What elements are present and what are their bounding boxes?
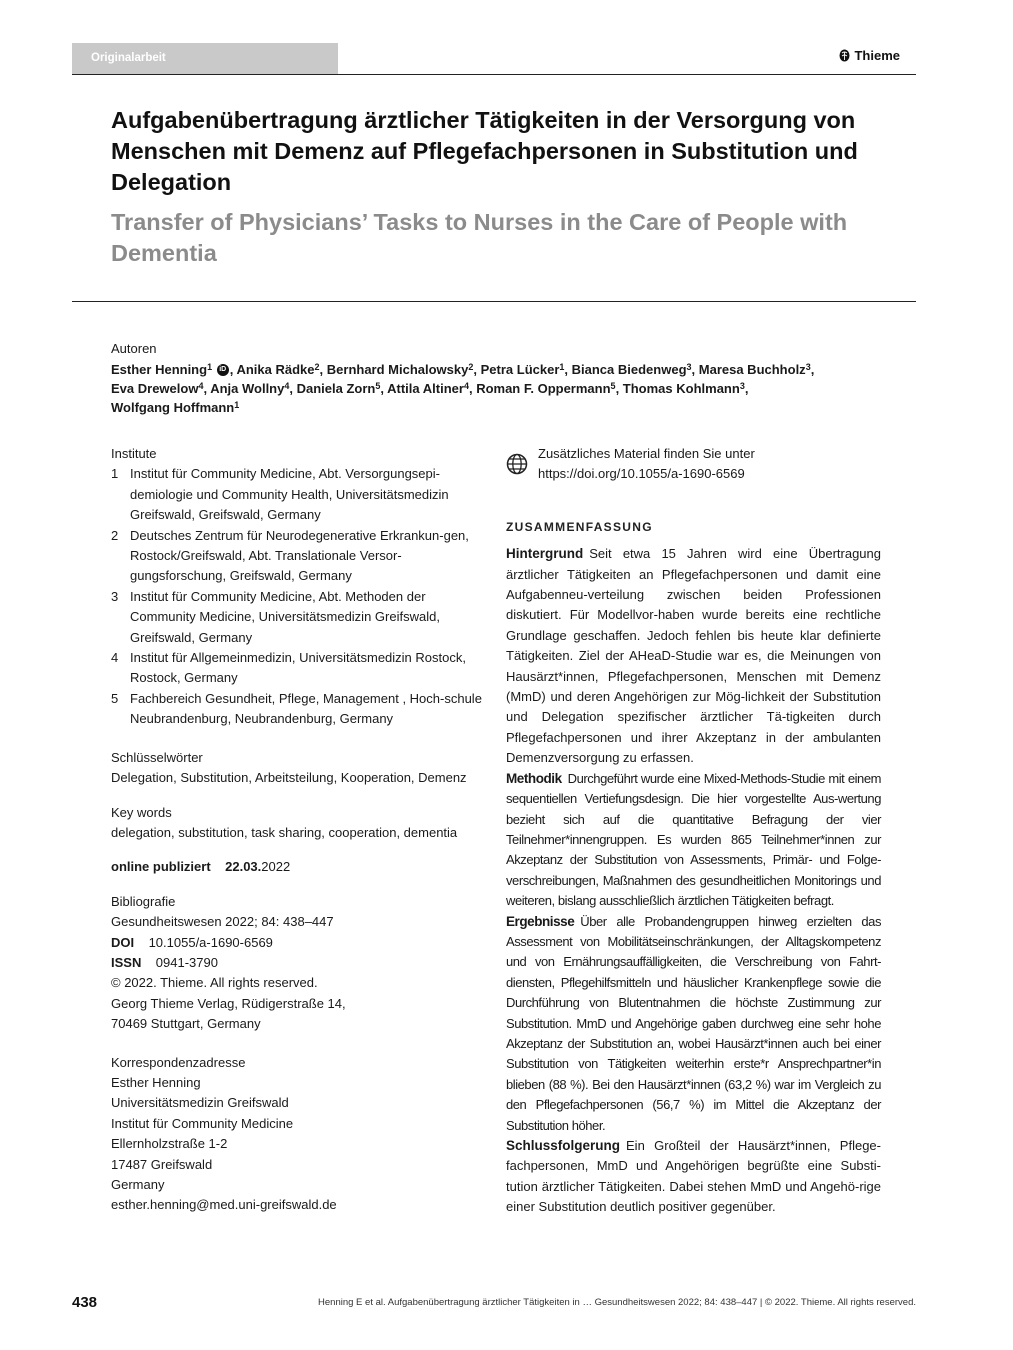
abstract-section <box>506 1136 881 1218</box>
author-affiliation: 4 <box>284 381 290 391</box>
institute-number: 4 <box>111 650 119 666</box>
thieme-logo-icon <box>839 49 850 62</box>
author-affiliation: 1 <box>559 362 565 372</box>
institute-number: 2 <box>111 527 119 543</box>
correspondence-label: Korrespondenzadresse <box>111 1054 246 1070</box>
abstract-section-text: Durchgeführt wurde eine Mixed-Methods-Studie mit einem sequentiellen Vertiefungsdesign. Die hier vorgestellte Aus-wertung bezieht sich auf die quantitative Befragung der vier Teilnehmer*innengruppen. Es wurden 865 Teilnehmer*innen zur Akzeptanz der Substitution von Assessments, Primär- und Folge-verschreibungen, Maßnahmen des gesundheitlichen Monitorings und weiteren, bislang ausschließlich ärztlichen Tätigkeiten befragt. <box>506 770 881 909</box>
globe-icon <box>506 453 528 475</box>
correspondence-line: Esther Henning <box>111 1074 201 1090</box>
author-affiliation: 5 <box>375 381 381 391</box>
author-name: Esther Henning <box>111 362 208 377</box>
correspondence-line: 17487 Greifswald <box>111 1156 213 1172</box>
abstract-section-text: Ein Großteil der Hausärzt*innen, Pflege-fachpersonen, MmD und Angehörigen begrüßte eine Substi-tution ärztlicher Tätigkeiten. Dabei stehen MmD und Angehö-rige einer Substitution deutlich positiver gegenüber. <box>506 1138 881 1215</box>
issn-label: ISSN <box>111 954 142 970</box>
institutes-label: Institute <box>111 446 157 461</box>
abstract-section-heading: Methodik <box>506 770 562 786</box>
author-name: Roman F. Oppermann <box>476 381 611 396</box>
publisher-logo <box>839 48 900 63</box>
issn-value: 0941-3790 <box>155 954 218 970</box>
title-english: Transfer of Physicians’ Tasks to Nurses in the Care of People with Dementia <box>111 209 848 266</box>
author-affiliation: 1 <box>234 400 240 410</box>
institute-number: 5 <box>111 690 119 706</box>
author-name: Anja Wollny <box>210 381 285 396</box>
abstract-section <box>506 544 881 768</box>
publisher-address-1: Georg Thieme Verlag, Rüdigerstraße 14, <box>111 995 346 1011</box>
author-name: Petra Lücker <box>480 362 560 377</box>
title-german: Aufgabenübertragung ärztlicher Tätigkeiten in der Versorgung von Menschen mit Demenz auf Pflegefachpersonen in Substitution und Delegation <box>111 107 858 195</box>
author-name: Eva Drewelow <box>111 381 199 396</box>
institute-text: Institut für Allgemeinmedizin, Universitätsmedizin Rostock, Rostock, Germany <box>130 650 466 686</box>
footer-citation: Henning E et al. Aufgabenübertragung ärztlicher Tätigkeiten in … Gesundheitswesen 2022; 84: 438–447 | © 2022. Thieme. All rights reserved. <box>318 1297 916 1308</box>
right-column <box>506 444 881 1218</box>
author-affiliation: 3 <box>686 362 692 372</box>
author-affiliation: 3 <box>739 381 745 391</box>
authors-section <box>111 339 871 417</box>
correspondence-line: Institut für Community Medicine <box>111 1115 294 1131</box>
correspondence-line: Universitätsmedizin Greifswald <box>111 1095 289 1111</box>
institute-number: 3 <box>111 588 119 604</box>
abstract-section-text: Über alle Probandengruppen hinweg erzielten das Assessment von Mobilitätseinschränkungen, der Alltagskompetenz und von Ernährungsauffälligkeiten, die Verschreibung von Fahrt-diensten, Pflegehilfsmitteln und häuslicher Krankenpflege sowie die Durchführung von Blutentnahmen die höchste Zustimmung zur Substitution. MmD und Angehörige gaben durchweg eine sehr hohe Akzeptanz der Substitution an, wobei Hausärzt*innen auch bei einer Substitution von Tätigkeiten weiterhin erste*r Ansprechpartner*in blieben (88 %). Bei den Hausärzt*innen (63,2 %) war im Vergleich zu den Pflegefachpersonen (56,7 %) im Mittel die Akzeptanz der Substitution höher. <box>506 913 881 1133</box>
institute-item <box>111 526 486 587</box>
title-divider <box>72 301 916 302</box>
keywords-de-label: Schlüsselwörter <box>111 749 203 765</box>
correspondence-line: Germany <box>111 1177 165 1192</box>
authors-list: Esther Henning$^1$ iD , Anika Rädke$^2$, Bernhard Michalowsky$^2$, Petra Lücker$^1$, Bianca Biedenweg$^3$, Maresa Buchholz$^3$, Eva Drewelow$^4$, Anja Wollny$^4$, Daniela Zorn$^5$, Attila Altiner$^4$, Roman F. Oppermann$^5$, Thomas Kohlmann$^3$, Wolfgang Hoffmann$^1$ <box>111 362 815 415</box>
correspondence-line: Ellernholzstraße 1-2 <box>111 1136 228 1152</box>
author-affiliation: 2 <box>468 362 474 372</box>
author-name: Attila Altiner <box>387 381 464 396</box>
copyright-line: © 2022. Thieme. All rights reserved. <box>111 975 318 991</box>
abstract-section-heading: Schlussfolgerung <box>506 1138 621 1153</box>
institute-text: Fachbereich Gesundheit, Pflege, Management , Hoch-schule Neubrandenburg, Neubrandenburg, Germany <box>130 690 482 727</box>
authors-label: Autoren <box>111 341 157 356</box>
institute-number: 1 <box>111 466 119 482</box>
supplementary-note <box>506 444 881 485</box>
supplementary-text[interactable]: Zusätzliches Material finden Sie unter https://doi.org/10.1055/a-1690-6569 <box>538 446 755 482</box>
author-affiliation: 2 <box>314 362 320 372</box>
bibliography-label: Bibliografie <box>111 893 176 909</box>
publisher-address-2: 70469 Stuttgart, Germany <box>111 1016 261 1032</box>
orcid-icon[interactable]: iD <box>217 364 229 376</box>
bibliography-issn-line <box>111 953 486 973</box>
abstract-section-text: Seit etwa 15 Jahren wird eine Übertragung ärztlicher Tätigkeiten an Pflegefachpersonen und damit eine Aufgabenneu-verteilung zwischen beiden Professionen diskutiert. Für Modellvor-haben wurde bereits eine rechtliche Grundlage geschaffen. Jedoch fehlen bis heute klar definierte Tätigkeiten. Ziel der AHeaD-Studie war es, die Meinungen von Hausärzt*innen, Pflegefachpersonen, Menschen mit Demenz (MmD) und deren Angehörigen zur Mög-lichkeit der Substitution und Delegation spezifischer ärztlicher Tä-tigkeiten durch Pflegefachpersonen und ihrer Akzeptanz in der ambulanten Demenzversorgung zu erfassen. <box>506 546 881 766</box>
abstract-section <box>506 769 881 912</box>
doi-label: DOI <box>111 934 135 950</box>
institute-text: Institut für Community Medicine, Abt. Versorgungsepi-demiologie und Community Health, Universitätsmedizin Greifswald, Greifswald, Germany <box>130 466 449 523</box>
keywords-en-text: delegation, substitution, task sharing, cooperation, dementia <box>111 824 458 840</box>
abstract-section <box>506 912 881 1136</box>
author-affiliation: 1 <box>207 362 213 372</box>
doi-value[interactable]: 10.1055/a-1690-6569 <box>148 934 273 950</box>
keywords-de-text: Delegation, Substitution, Arbeitsteilung, Kooperation, Demenz <box>111 770 467 786</box>
published-line <box>111 857 486 877</box>
published-label: online publiziert <box>111 859 211 875</box>
bibliography-citation: Gesundheitswesen 2022; 84: 438–447 <box>111 914 334 930</box>
page-number: 438 <box>72 1294 98 1311</box>
bibliography-doi-line <box>111 933 486 953</box>
institute-item <box>111 648 486 689</box>
author-affiliation: 5 <box>610 381 616 391</box>
author-name: Thomas Kohlmann <box>622 381 740 396</box>
published-year: 2022 <box>261 859 291 875</box>
correspondence-address <box>111 1073 486 1216</box>
abstract-heading: ZUSAMMENFASSUNG <box>506 519 653 534</box>
author-name: Wolfgang Hoffmann <box>111 400 235 415</box>
author-name: Anika Rädke <box>236 362 315 377</box>
publisher-name: Thieme <box>854 48 900 63</box>
keywords-en-label: Key words <box>111 804 172 820</box>
author-name: Maresa Buchholz <box>698 362 806 377</box>
institute-item <box>111 689 486 730</box>
institute-text: Deutsches Zentrum für Neurodegenerative Erkrankun-gen, Rostock/Greifswald, Abt. Translationale Versor-gungsforschung, Greifswald, Germany <box>130 527 469 584</box>
published-date: 22.03. <box>225 859 262 875</box>
institute-text: Institut für Community Medicine, Abt. Methoden der Community Medicine, Universitätsmedizin Greifswald, Greifswald, Germany <box>130 588 440 645</box>
author-affiliation: 3 <box>805 362 811 372</box>
header-divider <box>72 74 916 75</box>
institute-item <box>111 587 486 648</box>
author-name: Bianca Biedenweg <box>571 362 687 377</box>
abstract-body <box>506 544 881 1217</box>
article-type-tag: Originalarbeit <box>72 43 338 74</box>
author-name: Daniela Zorn <box>296 381 376 396</box>
author-name: Bernhard Michalowsky <box>326 362 469 377</box>
left-column <box>111 444 486 1216</box>
institute-item <box>111 464 486 525</box>
author-affiliation: 4 <box>198 381 204 391</box>
abstract-section-heading: Ergebnisse <box>506 913 575 929</box>
abstract-section-heading: Hintergrund <box>506 546 584 562</box>
institutes-list <box>111 464 486 729</box>
correspondence-email[interactable]: esther.henning@med.uni-greifswald.de <box>111 1197 337 1213</box>
author-affiliation: 4 <box>463 381 469 391</box>
